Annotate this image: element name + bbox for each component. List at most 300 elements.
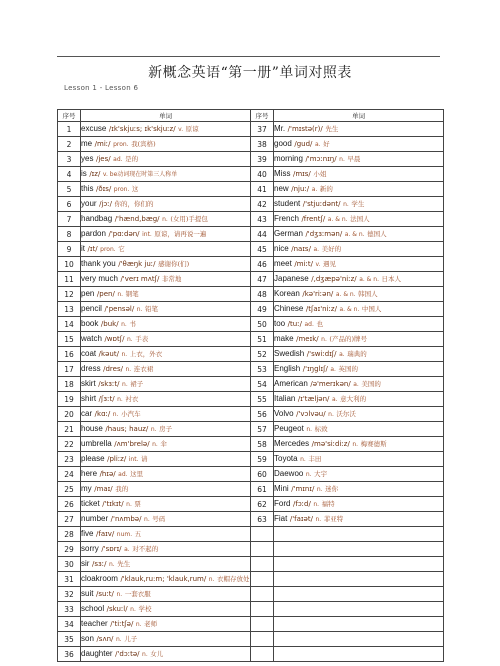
vocab-entry bbox=[81, 407, 251, 422]
table-row bbox=[58, 137, 444, 152]
vocab-entry bbox=[81, 602, 251, 617]
vocab-entry bbox=[274, 242, 444, 257]
english-word: dress bbox=[81, 364, 101, 373]
phonetic: /skuːl/ bbox=[106, 605, 128, 613]
table-row bbox=[58, 212, 444, 227]
entry-number: 48 bbox=[251, 287, 274, 302]
entry-number: 19 bbox=[58, 392, 81, 407]
phonetic: /ə'merɪkən/ bbox=[310, 380, 351, 388]
english-word: very much bbox=[81, 274, 118, 283]
entry-number: 22 bbox=[58, 437, 81, 452]
part-of-speech: n. bbox=[135, 621, 142, 628]
entry-number: 5 bbox=[58, 182, 81, 197]
part-of-speech: ad. bbox=[304, 321, 314, 328]
english-word: house bbox=[81, 424, 103, 433]
chinese-meaning: 衣帽存放处 bbox=[217, 575, 250, 583]
header-word-right: 单词 bbox=[274, 110, 444, 122]
english-word: watch bbox=[81, 334, 102, 343]
entry-number: 12 bbox=[58, 287, 81, 302]
table-row bbox=[58, 167, 444, 182]
english-word: new bbox=[274, 184, 289, 193]
phonetic: /meɪk/ bbox=[296, 335, 319, 343]
part-of-speech: int. bbox=[142, 231, 152, 238]
part-of-speech: n. bbox=[300, 456, 306, 463]
english-word: sir bbox=[81, 559, 90, 568]
phonetic: /sɜː/ bbox=[92, 560, 107, 568]
vocab-entry bbox=[81, 392, 251, 407]
table-row bbox=[58, 527, 444, 542]
part-of-speech: a. bbox=[353, 381, 359, 388]
phonetic: /'pensəl/ bbox=[104, 305, 135, 313]
phonetic: /'swiːdɪʃ/ bbox=[306, 350, 337, 358]
entry-number: 7 bbox=[58, 212, 81, 227]
vocab-entry bbox=[274, 377, 444, 392]
chinese-meaning: 号码 bbox=[152, 515, 166, 523]
phonetic: /pliːz/ bbox=[107, 455, 127, 463]
english-word: pardon bbox=[81, 229, 106, 238]
vocab-entry bbox=[81, 572, 251, 587]
english-word: Daewoo bbox=[274, 469, 304, 478]
table-row bbox=[58, 467, 444, 482]
vocab-entry bbox=[274, 452, 444, 467]
chinese-meaning: 标致 bbox=[314, 425, 328, 433]
english-word: Miss bbox=[274, 169, 291, 178]
english-word: here bbox=[81, 469, 98, 478]
chinese-meaning: 我(宾格) bbox=[131, 140, 156, 148]
part-of-speech: n. bbox=[116, 591, 123, 598]
chinese-meaning: 法国人 bbox=[350, 215, 370, 223]
vocab-entry bbox=[274, 362, 444, 377]
phonetic: /'mɪnɪ/ bbox=[291, 485, 315, 493]
english-word: French bbox=[274, 214, 299, 223]
phonetic: /pen/ bbox=[96, 290, 115, 298]
part-of-speech: n. bbox=[109, 561, 115, 568]
chinese-meaning: 遇见 bbox=[323, 260, 337, 268]
english-word: me bbox=[81, 139, 93, 148]
vocab-rows bbox=[58, 122, 444, 662]
part-of-speech: n. bbox=[117, 396, 123, 403]
entry-number: 63 bbox=[251, 512, 274, 527]
entry-number: 44 bbox=[251, 227, 274, 242]
chinese-meaning: 好 bbox=[323, 140, 330, 148]
chinese-meaning: 福特 bbox=[321, 500, 335, 508]
english-word: Swedish bbox=[274, 349, 305, 358]
vocab-entry bbox=[274, 632, 444, 647]
chinese-meaning: 韩国人 bbox=[358, 290, 378, 298]
vocab-entry bbox=[81, 467, 251, 482]
phonetic: /'nʌmbə/ bbox=[110, 515, 142, 523]
vocab-entry bbox=[274, 602, 444, 617]
top-rule bbox=[57, 56, 440, 57]
entry-number: 31 bbox=[58, 572, 81, 587]
english-word: Korean bbox=[274, 289, 300, 298]
lesson-range: Lesson 1 - Lesson 6 bbox=[64, 84, 139, 92]
entry-number: 49 bbox=[251, 302, 274, 317]
header-word-left: 单词 bbox=[81, 110, 251, 122]
part-of-speech: n. bbox=[343, 201, 349, 208]
phonetic: /jes/ bbox=[96, 155, 111, 163]
chinese-meaning: 丰田 bbox=[308, 455, 322, 463]
phonetic: /kɑː/ bbox=[94, 410, 111, 418]
vocab-entry bbox=[274, 227, 444, 242]
part-of-speech: n. bbox=[115, 636, 122, 643]
english-word: meet bbox=[274, 259, 292, 268]
vocab-entry bbox=[81, 497, 251, 512]
table-row bbox=[58, 647, 444, 662]
chinese-meaning: 一套衣服 bbox=[124, 590, 151, 598]
chinese-meaning: 原谅，请再说一遍 bbox=[154, 230, 207, 238]
entry-number: 51 bbox=[251, 332, 274, 347]
part-of-speech: a. bbox=[330, 366, 336, 373]
entry-number: 15 bbox=[58, 332, 81, 347]
entry-number bbox=[251, 602, 274, 617]
english-word: English bbox=[274, 364, 301, 373]
vocab-entry bbox=[81, 482, 251, 497]
phonetic: /buk/ bbox=[100, 320, 119, 328]
chinese-meaning: 小姐 bbox=[313, 170, 327, 178]
english-word: make bbox=[274, 334, 294, 343]
english-word: ticket bbox=[81, 499, 100, 508]
entry-number: 40 bbox=[251, 167, 274, 182]
vocab-entry bbox=[81, 152, 251, 167]
english-word: daughter bbox=[81, 649, 113, 658]
phonetic: /frentʃ/ bbox=[301, 215, 326, 223]
vocab-entry bbox=[274, 587, 444, 602]
phonetic: /ðɪs/ bbox=[96, 185, 112, 193]
entry-number: 47 bbox=[251, 272, 274, 287]
part-of-speech: a. bbox=[124, 546, 130, 553]
chinese-meaning: 大宇 bbox=[314, 470, 328, 478]
entry-number bbox=[251, 542, 274, 557]
chinese-meaning: 伞 bbox=[160, 440, 167, 448]
chinese-meaning: 钢笔 bbox=[125, 290, 139, 298]
chinese-meaning: 小汽车 bbox=[121, 410, 141, 418]
table-row bbox=[58, 272, 444, 287]
vocab-entry bbox=[274, 197, 444, 212]
english-word: morning bbox=[274, 154, 303, 163]
chinese-meaning: 上衣，外衣 bbox=[129, 350, 163, 358]
phonetic: /hɪə/ bbox=[99, 470, 116, 478]
english-word: student bbox=[274, 199, 301, 208]
entry-number: 59 bbox=[251, 452, 274, 467]
part-of-speech: n. bbox=[122, 381, 128, 388]
part-of-speech: a. bbox=[339, 351, 345, 358]
phonetic: /faɪv/ bbox=[96, 530, 115, 538]
vocab-entry bbox=[274, 647, 444, 662]
table-row bbox=[58, 227, 444, 242]
part-of-speech: a. bbox=[314, 141, 321, 148]
vocab-entry bbox=[274, 152, 444, 167]
page-title: 新概念英语“第一册”单词对照表 bbox=[148, 65, 352, 81]
phonetic: /njuː/ bbox=[291, 185, 310, 193]
chinese-meaning: 感谢你(们) bbox=[158, 260, 190, 268]
vocab-entry bbox=[81, 452, 251, 467]
chinese-meaning: 铅笔 bbox=[145, 305, 158, 313]
chinese-meaning: 菲亚特 bbox=[323, 515, 344, 523]
phonetic: /skɜːt/ bbox=[98, 380, 120, 388]
entry-number: 27 bbox=[58, 512, 81, 527]
part-of-speech: n. bbox=[316, 486, 323, 493]
vocab-entry bbox=[274, 512, 444, 527]
vocab-entry bbox=[81, 257, 251, 272]
part-of-speech: int. bbox=[128, 456, 139, 463]
part-of-speech: a. & n. bbox=[344, 231, 365, 238]
part-of-speech: n. bbox=[121, 351, 128, 358]
phonetic: /'θæŋk juː/ bbox=[118, 260, 156, 268]
chinese-meaning: 老师 bbox=[144, 620, 158, 628]
chinese-meaning: 迷你 bbox=[325, 485, 339, 493]
vocab-entry bbox=[274, 497, 444, 512]
entry-number bbox=[251, 557, 274, 572]
entry-number: 14 bbox=[58, 317, 81, 332]
phonetic: /'dɔːtə/ bbox=[115, 650, 140, 658]
vocab-entry bbox=[81, 437, 251, 452]
english-word: nice bbox=[274, 244, 289, 253]
part-of-speech: n. bbox=[121, 321, 127, 328]
english-word: Japanese bbox=[274, 274, 309, 283]
part-of-speech: v. bbox=[315, 261, 321, 268]
table-row bbox=[58, 197, 444, 212]
vocab-entry bbox=[274, 392, 444, 407]
chinese-meaning: 这里 bbox=[130, 470, 144, 478]
vocab-entry bbox=[81, 647, 251, 662]
chinese-meaning: 书 bbox=[129, 320, 136, 328]
vocab-entry bbox=[81, 182, 251, 197]
vocab-entry bbox=[81, 137, 251, 152]
entry-number: 39 bbox=[251, 152, 274, 167]
phonetic: /ʃɜːt/ bbox=[98, 395, 115, 403]
part-of-speech: pron. bbox=[113, 141, 129, 148]
entry-number: 46 bbox=[251, 257, 274, 272]
entry-number: 55 bbox=[251, 392, 274, 407]
vocab-entry bbox=[81, 227, 251, 242]
table-row bbox=[58, 122, 444, 137]
chinese-meaning: (女用)手提包 bbox=[170, 215, 208, 223]
vocab-entry bbox=[274, 302, 444, 317]
chinese-meaning: 德国人 bbox=[367, 230, 387, 238]
entry-number: 50 bbox=[251, 317, 274, 332]
chinese-meaning: 先生 bbox=[117, 560, 131, 568]
part-of-speech: a. bbox=[311, 186, 318, 193]
entry-number bbox=[251, 587, 274, 602]
english-word: car bbox=[81, 409, 93, 418]
phonetic: /'stjuːdənt/ bbox=[302, 200, 341, 208]
table-row bbox=[58, 182, 444, 197]
chinese-meaning: 新的 bbox=[319, 185, 333, 193]
vocab-table bbox=[57, 109, 444, 662]
entry-number: 36 bbox=[58, 647, 81, 662]
table-row bbox=[58, 602, 444, 617]
english-word: Italian bbox=[274, 394, 296, 403]
entry-number: 37 bbox=[251, 122, 274, 137]
chinese-meaning: 非常地 bbox=[161, 275, 182, 283]
phonetic: /naɪs/ bbox=[291, 245, 311, 253]
phonetic: /'pɑːdən/ bbox=[108, 230, 140, 238]
part-of-speech: n. bbox=[126, 501, 132, 508]
chinese-meaning: 也 bbox=[316, 320, 323, 328]
table-row bbox=[58, 152, 444, 167]
chinese-meaning: 意大利的 bbox=[340, 395, 367, 403]
chinese-meaning: 早晨 bbox=[347, 155, 361, 163]
part-of-speech: a. bbox=[313, 246, 320, 253]
chinese-meaning: 梅赛德斯 bbox=[360, 440, 387, 448]
table-row bbox=[58, 392, 444, 407]
english-word: too bbox=[274, 319, 286, 328]
vocab-entry bbox=[81, 302, 251, 317]
table-row bbox=[58, 377, 444, 392]
phonetic: /miːt/ bbox=[294, 260, 313, 268]
part-of-speech: n. bbox=[315, 516, 322, 523]
entry-number: 16 bbox=[58, 347, 81, 362]
entry-number: 35 bbox=[58, 632, 81, 647]
part-of-speech: ad. bbox=[113, 156, 123, 163]
english-word: Ford bbox=[274, 499, 291, 508]
phonetic: /'ɪŋglɪʃ/ bbox=[302, 365, 328, 373]
part-of-speech: n. bbox=[130, 606, 136, 613]
entry-number: 2 bbox=[58, 137, 81, 152]
vocab-entry bbox=[81, 287, 251, 302]
entry-number: 54 bbox=[251, 377, 274, 392]
part-of-speech: n. bbox=[112, 411, 119, 418]
part-of-speech: n. bbox=[306, 426, 313, 433]
phonetic: /'dʒɜːmən/ bbox=[305, 230, 343, 238]
table-row bbox=[58, 482, 444, 497]
phonetic: /'vɔlvəu/ bbox=[296, 410, 326, 418]
chinese-meaning: 学校 bbox=[138, 605, 152, 613]
part-of-speech: a. & n. bbox=[327, 216, 348, 223]
part-of-speech: n. bbox=[339, 156, 345, 163]
entry-number: 62 bbox=[251, 497, 274, 512]
phonetic: /ɪk'skjuːs; ɪk'skjuːz/ bbox=[108, 125, 176, 133]
phonetic: /'verɪ mʌtʃ/ bbox=[120, 275, 160, 283]
table-row bbox=[58, 347, 444, 362]
phonetic: /jɔː/ bbox=[99, 200, 112, 208]
vocab-entry bbox=[81, 587, 251, 602]
entry-number: 21 bbox=[58, 422, 81, 437]
entry-number: 23 bbox=[58, 452, 81, 467]
part-of-speech: n. bbox=[125, 366, 132, 373]
chinese-meaning: 票 bbox=[134, 500, 141, 508]
vocab-entry bbox=[274, 557, 444, 572]
chinese-meaning: (产品的)牌号 bbox=[329, 335, 367, 343]
vocab-entry bbox=[274, 287, 444, 302]
chinese-meaning: 英国的 bbox=[338, 365, 359, 373]
phonetic: /tʃaɪ'niːz/ bbox=[305, 305, 337, 313]
vocab-entry bbox=[274, 167, 444, 182]
vocab-entry bbox=[81, 272, 251, 287]
table-row bbox=[58, 512, 444, 527]
phonetic: /ʌm'brelə/ bbox=[114, 440, 150, 448]
entry-number: 28 bbox=[58, 527, 81, 542]
english-word: school bbox=[81, 604, 105, 613]
part-of-speech: num. bbox=[116, 531, 133, 538]
part-of-speech: n. bbox=[136, 306, 143, 313]
table-row bbox=[58, 422, 444, 437]
part-of-speech: pron. bbox=[100, 246, 116, 253]
entry-number: 10 bbox=[58, 257, 81, 272]
entry-number: 25 bbox=[58, 482, 81, 497]
part-of-speech: n. bbox=[305, 471, 312, 478]
vocab-entry bbox=[81, 512, 251, 527]
vocab-entry bbox=[274, 257, 444, 272]
vocab-entry bbox=[81, 557, 251, 572]
english-word: pen bbox=[81, 289, 95, 298]
english-word: Peugeot bbox=[274, 424, 304, 433]
phonetic: /ɪt/ bbox=[87, 245, 98, 253]
chinese-meaning: 请 bbox=[141, 455, 148, 463]
phonetic: /kə'riːən/ bbox=[302, 290, 334, 298]
english-word: please bbox=[81, 454, 105, 463]
phonetic: /ɪ'tæljən/ bbox=[297, 395, 330, 403]
table-row bbox=[58, 242, 444, 257]
chinese-meaning: 是的 bbox=[125, 155, 139, 163]
english-word: pencil bbox=[81, 304, 102, 313]
table-row bbox=[58, 572, 444, 587]
table-row bbox=[58, 317, 444, 332]
vocab-entry bbox=[81, 632, 251, 647]
chinese-meaning: 衬衣 bbox=[125, 395, 139, 403]
vocab-entry bbox=[274, 407, 444, 422]
vocab-entry bbox=[81, 362, 251, 377]
phonetic: /wɒtʃ/ bbox=[104, 335, 125, 343]
english-word: German bbox=[274, 229, 303, 238]
entry-number bbox=[251, 632, 274, 647]
english-word: my bbox=[81, 484, 92, 493]
english-word: Mr. bbox=[274, 124, 286, 133]
entry-number: 3 bbox=[58, 152, 81, 167]
phonetic: /mɪs/ bbox=[293, 170, 311, 178]
chinese-meaning: 房子 bbox=[159, 425, 173, 433]
part-of-speech: pron. bbox=[113, 186, 130, 193]
phonetic: /'tɪkɪt/ bbox=[102, 500, 124, 508]
english-word: Mercedes bbox=[274, 439, 310, 448]
entry-number: 58 bbox=[251, 437, 274, 452]
chinese-meaning: 裙子 bbox=[130, 380, 144, 388]
chinese-meaning: 先生 bbox=[325, 125, 339, 133]
part-of-speech: n. bbox=[321, 336, 327, 343]
vocab-entry bbox=[274, 437, 444, 452]
english-word: it bbox=[81, 244, 85, 253]
vocab-entry bbox=[274, 347, 444, 362]
vocab-entry bbox=[81, 242, 251, 257]
english-word: Volvo bbox=[274, 409, 294, 418]
english-word: Mini bbox=[274, 484, 289, 493]
entry-number bbox=[251, 617, 274, 632]
entry-number bbox=[251, 572, 274, 587]
entry-number: 11 bbox=[58, 272, 81, 287]
part-of-speech: n. bbox=[150, 426, 157, 433]
part-of-speech: ad. bbox=[118, 471, 128, 478]
chinese-meaning: 它 bbox=[118, 245, 125, 253]
english-word: is bbox=[81, 169, 87, 178]
entry-number: 29 bbox=[58, 542, 81, 557]
part-of-speech: v. bbox=[178, 126, 184, 133]
entry-number: 18 bbox=[58, 377, 81, 392]
english-word: suit bbox=[81, 589, 94, 598]
entry-number: 43 bbox=[251, 212, 274, 227]
phonetic: /'hænd,bæg/ bbox=[114, 215, 160, 223]
phonetic: /miː/ bbox=[94, 140, 111, 148]
table-row bbox=[58, 407, 444, 422]
vocab-entry bbox=[274, 332, 444, 347]
english-word: good bbox=[274, 139, 292, 148]
vocab-entry bbox=[274, 527, 444, 542]
chinese-meaning: 原谅 bbox=[185, 125, 199, 133]
english-word: yes bbox=[81, 154, 94, 163]
vocab-entry bbox=[81, 617, 251, 632]
chinese-meaning: 儿子 bbox=[124, 635, 138, 643]
vocab-entry bbox=[81, 167, 251, 182]
